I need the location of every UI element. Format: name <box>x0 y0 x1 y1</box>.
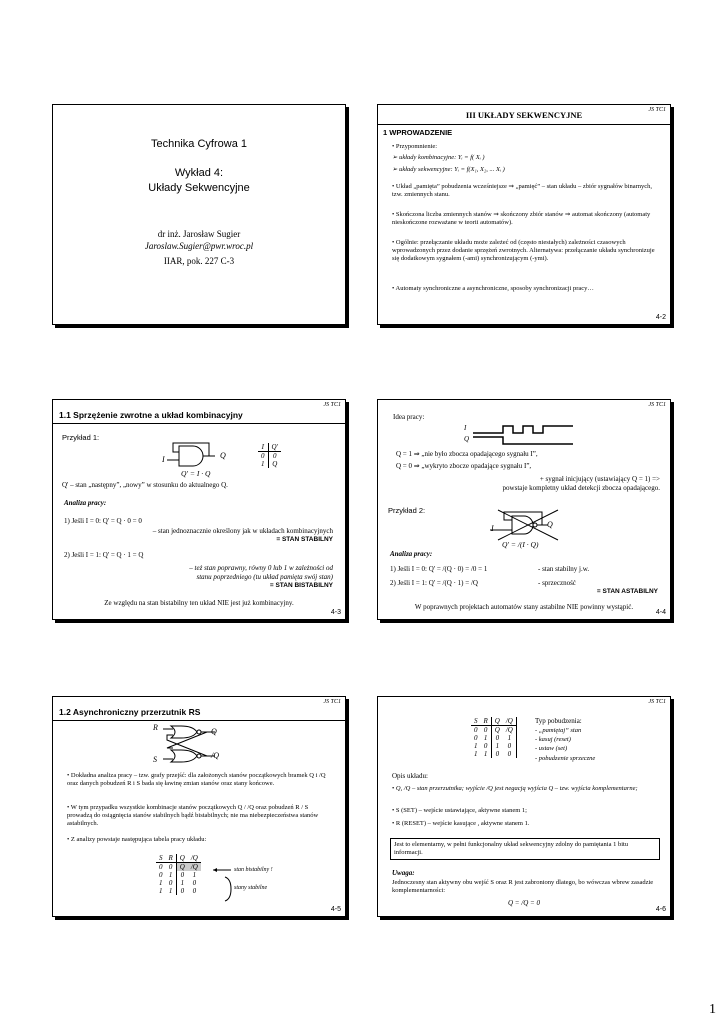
bullet-general: • Ogólnie: przełączanie układu może zależeć od (często niestałych) zależności czasowych wprowadzonych przez dodanie sprzężeń zwrotnych. Alternatywa: przełączanie układu synchronizuje się dodatkowym sygnałem (-ami) synchronizującym (-ymi). <box>392 239 655 262</box>
note-bistable: stan bistabilny ! <box>234 867 273 873</box>
slide-tag: JS TC1 <box>323 699 341 705</box>
note-label: Uwaga: <box>392 869 415 877</box>
slide-tag: JS TC1 <box>648 699 666 705</box>
bullet-stable: • W tym przypadku wszystkie kombinacje stanów początkowych Q / /Q oraz pobudzeń R / S prowadzą do osiągnięcia stanów stabilnych bądź bistabilnych; nie ma niebezpieczeństwa stanów astabilnych. <box>67 804 319 827</box>
email[interactable]: Jaroslaw.Sugier@pwr.wroc.pl <box>144 241 254 251</box>
idea-line4: powstaje kompletny układ detekcji zbocza opadającego. <box>502 484 660 492</box>
slide-page: 4-4 <box>655 609 666 616</box>
output-label: Q <box>547 520 553 529</box>
bullet-reset: • R (RESET) – wejście kasujące , aktywne stanem 1. <box>392 820 530 827</box>
rs-truth-table: S R Q /Q 0 0 Q /Q 0 1 0 1 1 0 1 0 1 1 0 0 <box>471 717 517 758</box>
bullet-seq: ➢ układy sekwencyjne: Yᵢ = f(X₁, X₂, ... Xᵢ ) <box>392 166 505 173</box>
slide-page: 4-6 <box>655 906 666 913</box>
course-title: Technika Cyfrowa 1 <box>151 138 247 150</box>
equation: Q' = /(I · Q) <box>502 540 539 549</box>
slide-rs-description <box>377 696 671 917</box>
case1: 1) Jeśli I = 0: Q' = Q · 0 = 0 <box>64 517 142 525</box>
section-title: 1 WPROWADZENIE <box>383 128 453 137</box>
idea-line3: + sygnał inicjujący (ustawiający Q = 1) => <box>539 475 660 483</box>
summary-box: Jest to elementarny, w pełni funkcjonalny układ sekwencyjny zdolny do pamiętania 1 bitu informacji. <box>390 838 660 860</box>
note-stable: stany stabilne <box>234 885 268 891</box>
lecture-subtitle: Układy Sekwencyjne <box>148 182 250 194</box>
idea-line2: Q = 0 ⇒ „wykryto zbocze opadające sygnału I”, <box>396 462 532 470</box>
slide-intro <box>377 104 671 325</box>
truth-table: I Q' 0 0 1 Q <box>258 443 281 468</box>
case2-result: = STAN BISTABILNY <box>269 582 333 589</box>
slide-heading: III UKŁADY SEKWENCYJNE <box>465 110 583 120</box>
footnote: Ze względu na stan bistabilny ten układ NIE jest już kombinacyjny. <box>104 599 294 607</box>
bullet-finite: • Skończona liczba zmiennych stanów ⇒ skończony zbiór stanów ⇒ automat skończony (automaty nieskończone rozważane w teorii automatów). <box>392 211 651 226</box>
slide-page: 4-5 <box>330 906 341 913</box>
slide-tag: JS TC1 <box>648 107 666 113</box>
signal-q-label: Q <box>464 435 470 443</box>
case1: 1) Jeśli I = 0: Q' = /(Q · 0) = /0 = 1 <box>390 565 488 573</box>
nq-label: /Q <box>211 751 219 760</box>
input-label: I <box>162 455 165 464</box>
heading-divider <box>378 124 670 125</box>
case2-desc2: stanu poprzedniego (tu układ pamięta swój stan) <box>196 573 333 581</box>
types-heading: Typ pobudzenia: <box>535 717 582 725</box>
definition: Q' – stan „następny”, „nowy” w stosunku do aktualnego Q. <box>62 481 228 489</box>
bullet-memory: • Układ „pamięta” pobudzenia wcześniejsze ⇒ „pamięć” – stan układu – zbiór sygnałów binarnych, tzw. zmiennych stanu. <box>392 183 653 198</box>
bullet-set: • S (SET) – wejście ustawiające, aktywne stanem 1; <box>392 807 527 814</box>
s-label: S <box>153 755 157 764</box>
author: dr inż. Jarosław Sugier <box>157 229 241 239</box>
footnote: W poprawnych projektach automatów stany astabilne NIE powinny wystąpić. <box>414 603 634 611</box>
rs-latch-diagram <box>163 724 233 766</box>
example-label: Przykład 1: <box>62 433 100 442</box>
case2: 2) Jeśli I = 1: Q' = Q · 1 = Q <box>64 551 144 559</box>
type-reset: - kasuj (reset) <box>535 736 571 743</box>
case1-result: = STAN STABILNY <box>276 536 333 543</box>
note-text: Jednoczesny stan aktywny obu wejść S oraz R jest zabroniony dlatego, bo wówczas wbrew zasadzie komplementarności: <box>392 879 654 894</box>
nand-gate-diagram <box>488 510 568 542</box>
case2-desc: – też stan poprawny, równy 0 lub 1 w zależności od <box>189 564 333 572</box>
slide-page: 4-2 <box>655 314 666 321</box>
rs-truth-table: S R Q /Q 0 0 Q /Q 0 1 0 1 1 0 1 0 1 1 0 0 <box>156 854 201 895</box>
description-label: Opis układu: <box>392 772 428 780</box>
q-label: Q <box>211 727 217 736</box>
timing-diagram <box>473 424 583 446</box>
document-page-number: 1 <box>709 1002 716 1017</box>
type-set: - ustaw (set) <box>535 745 568 752</box>
case2-state: = STAN ASTABILNY <box>596 588 658 595</box>
slide-heading: 1.2 Asynchroniczny przerzutnik RS <box>59 707 201 717</box>
analysis-label: Analiza pracy: <box>64 499 107 507</box>
bullet-outputs: • Q, /Q – stan przerzutnika; wyjście /Q jest negacją wyjścia Q – tzw. wyjścia komplementarne; <box>392 785 638 792</box>
slide-title <box>52 104 346 325</box>
slide-rs-latch <box>52 696 346 917</box>
case1-result: - stan stabilny j.w. <box>538 565 590 573</box>
bullet-analysis: • Dokładna analiza pracy – tzw. grafy przejść: dla założonych stanów początkowych bramek Q i /Q oraz danych pobudzeń R i S bada się ławinę zmian stanów oraz stany końcowe. <box>67 772 326 787</box>
slide-heading: 1.1 Sprzężenie zwrotne a układ kombinacyjny <box>59 410 243 420</box>
bullet-table: • Z analizy powstaje następująca tabela pracy układu: <box>67 836 207 843</box>
input-label: I <box>491 524 494 533</box>
slide-feedback <box>52 399 346 620</box>
room: IIAR, pok. 227 C-3 <box>163 256 235 266</box>
bullet-comb: ➢ układy kombinacyjne: Yᵢ = f( Xᵢ ) <box>392 154 485 161</box>
bullet-sync: • Automaty synchroniczne a asynchroniczne, sposoby synchronizacji pracy… <box>392 285 594 292</box>
r-label: R <box>153 723 158 732</box>
lecture-number: Wykład 4: <box>174 167 224 179</box>
output-label: Q <box>220 451 226 460</box>
type-hold: - „pamiętaj” stan <box>535 727 582 734</box>
heading-divider <box>53 720 345 721</box>
idea-line1: Q = 1 ⇒ „nie było zbocza opadającego sygnału I”, <box>396 450 538 458</box>
idea-label: Idea pracy: <box>393 413 425 421</box>
signal-i-label: I <box>464 424 467 432</box>
bullet-recall: • Przypomnienie: <box>392 143 438 150</box>
equation: Q' = I · Q <box>181 469 211 478</box>
example-label: Przykład 2: <box>388 506 426 515</box>
slide-page: 4-3 <box>330 609 341 616</box>
heading-divider <box>53 423 345 424</box>
note-equation: Q = /Q = 0 <box>507 899 540 907</box>
case1-desc: – stan jednoznacznie określony jak w układach kombinacyjnych <box>152 527 333 535</box>
analysis-label: Analiza pracy: <box>390 550 433 558</box>
slide-edge-detect <box>377 399 671 620</box>
case2-result: - sprzeczność <box>538 579 576 587</box>
slide-tag: JS TC1 <box>323 402 341 408</box>
type-conflict: - pobudzenie sprzeczne <box>535 755 596 762</box>
case2: 2) Jeśli I = 1: Q' = /(Q · 1) = /Q <box>390 579 478 587</box>
slide-tag: JS TC1 <box>648 402 666 408</box>
